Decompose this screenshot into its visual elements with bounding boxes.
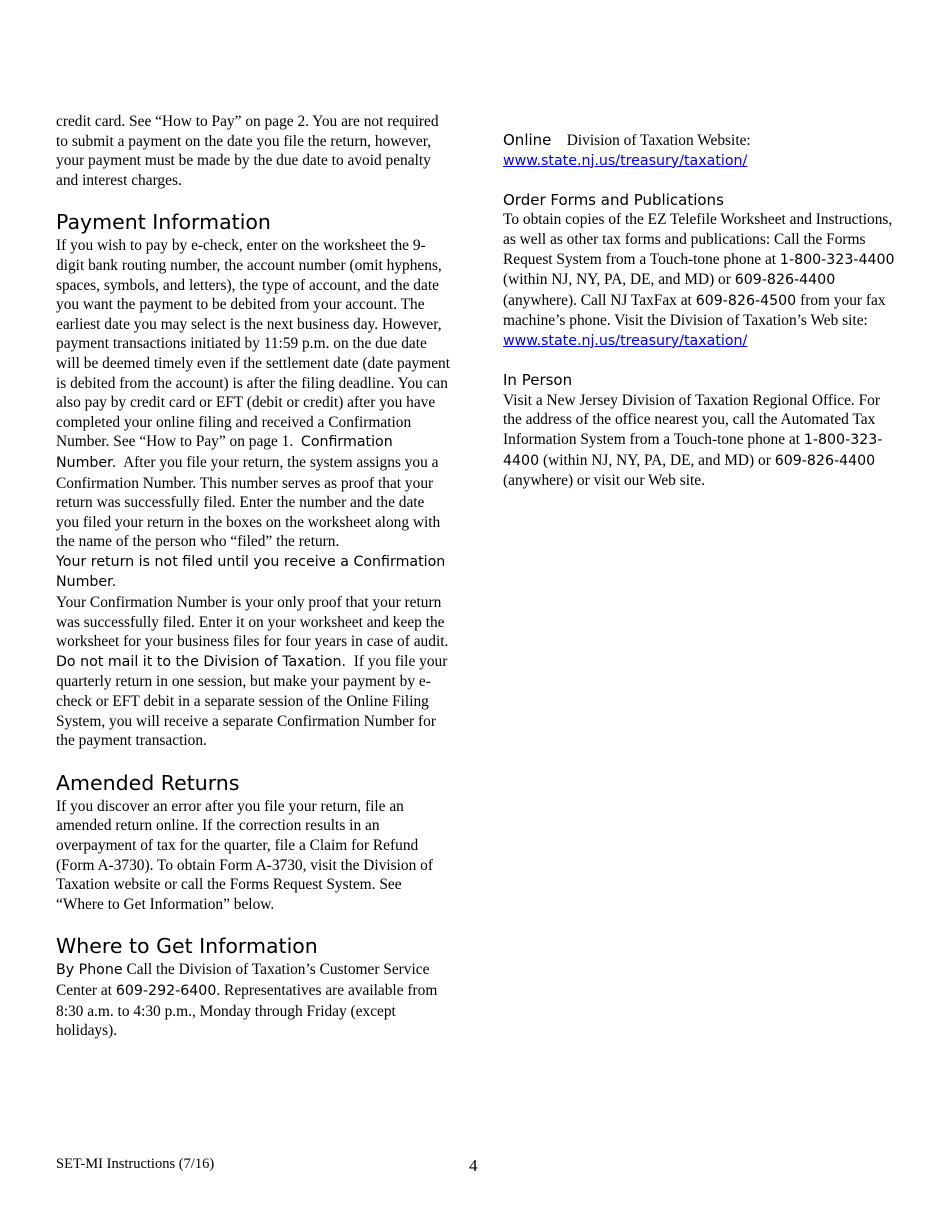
order-forms-heading: Order Forms and Publications xyxy=(503,190,724,209)
payment-text-1: If you wish to pay by e-check, enter on the worksheet the 9-digit bank routing number, the account number (omit hyphens, spaces, symbols, and letters), the type of account, and the date you want the payment to be debited from your account. The earliest date you may select is the next business day. However, payment transactions initiated by 11:59 p.m. on the due date will be deemed timely even if the settlement date (date payment is debited from the account) is after the filing deadline. You can also pay by credit card or EFT (debit or credit) after you have completed your online filing and received a Confirmation Number. See “How to Pay” on page 1. xyxy=(56,237,451,451)
order-text-3: (anywhere). Call NJ TaxFax at xyxy=(503,291,692,309)
where-to-get-information-heading: Where to Get Information xyxy=(56,934,318,959)
in-person-phone-2: 609-826-4400 xyxy=(774,452,876,469)
forms-request-phone: 1-800-323-4400 xyxy=(779,251,895,268)
by-phone-text-2: . Representatives are available from 8:30 a.m. to 4:30 p.m., Monday through Friday (except holidays). xyxy=(56,981,438,1040)
anywhere-phone: 609-826-4400 xyxy=(734,272,836,289)
in-person-phone-1: 1-800-323-4400 xyxy=(503,431,883,469)
online-label: Online xyxy=(503,131,552,149)
do-not-mail-notice: Do not mail it to the Division of Taxation. xyxy=(56,653,347,670)
order-website-link[interactable]: www.state.nj.us/treasury/taxation/ xyxy=(503,332,748,349)
right-column xyxy=(503,131,898,491)
amended-returns-heading: Amended Returns xyxy=(56,770,240,795)
payment-paragraph xyxy=(56,236,451,750)
by-phone-paragraph xyxy=(56,960,451,1040)
payment-text-4: If you file your quarterly return in one session, but make your payment by e-check or EFT debit in a separate session of the Online Filing System, you will receive a separate Confirmation Number for the payment transaction. xyxy=(56,652,448,750)
intro-paragraph xyxy=(56,112,451,190)
in-person-heading: In Person xyxy=(503,371,573,390)
by-phone-text-1: Call the Division of Taxation’s Customer Service Center at xyxy=(56,961,430,999)
intro-text: credit card. See “How to Pay” on page 2. You are not required to submit a payment on the date you file the return, however, your payment must be made by the due date to avoid penalty and interest charges. xyxy=(56,113,439,189)
in-person-paragraph xyxy=(503,391,898,491)
amended-paragraph xyxy=(56,797,451,915)
in-person-text-2: (within NJ, NY, PA, DE, and MD) or xyxy=(542,451,771,469)
footer-document-id: SET-MI Instructions (7/16) xyxy=(56,1156,215,1172)
customer-service-phone: 609-292-6400 xyxy=(115,982,217,999)
order-text-1: To obtain copies of the EZ Telefile Worksheet and Instructions, as well as other tax forms and publications: Call the Forms Request System from a Touch-tone phone at xyxy=(503,211,893,268)
in-person-text-3: (anywhere) or visit our Web site. xyxy=(503,472,705,490)
online-text: Division of Taxation Website: xyxy=(566,132,751,149)
order-text-4: from your fax machine’s phone. Visit the Division of Taxation’s Web site: xyxy=(503,291,886,330)
order-forms-paragraph xyxy=(503,210,898,351)
payment-text-3: Your Confirmation Number is your only proof that your return was successfully filed. Enter it on your worksheet and keep the worksheet for your business files for four years in case of audit. xyxy=(56,594,449,651)
by-phone-label: By Phone xyxy=(56,962,123,979)
taxation-website-link[interactable]: www.state.nj.us/treasury/taxation/ xyxy=(503,152,748,169)
confirmation-number-label: Confirmation Number. xyxy=(56,434,393,471)
amended-text: If you discover an error after you file your return, file an amended return online. If the correction results in an overpayment of tax for the quarter, file a Claim for Refund (Form A-3730). To obtain Form A-3730, visit the Division of Taxation website or call the Forms Request System. See “Where to Get Information” below. xyxy=(56,797,433,913)
not-filed-notice: Your return is not filed until you receive a Confirmation Number. xyxy=(56,553,446,591)
payment-text-2: After you file your return, the system assigns you a Confirmation Number. This number serves as proof that your return was successfully filed. Enter the number and the date you filed your return in the boxes on the worksheet along with the name of the person who “filed” the return. xyxy=(56,453,441,551)
left-column xyxy=(56,112,451,1041)
taxfax-phone: 609-826-4500 xyxy=(695,292,797,309)
in-person-text-1: Visit a New Jersey Division of Taxation Regional Office. For the address of the office nearest you, call the Automated Tax Information System from a Touch-tone phone at xyxy=(503,391,880,448)
page-number: 4 xyxy=(469,1156,478,1175)
order-text-2: (within NJ, NY, PA, DE, and MD) or xyxy=(503,271,731,289)
payment-information-heading: Payment Information xyxy=(56,210,271,235)
online-paragraph xyxy=(503,131,898,171)
